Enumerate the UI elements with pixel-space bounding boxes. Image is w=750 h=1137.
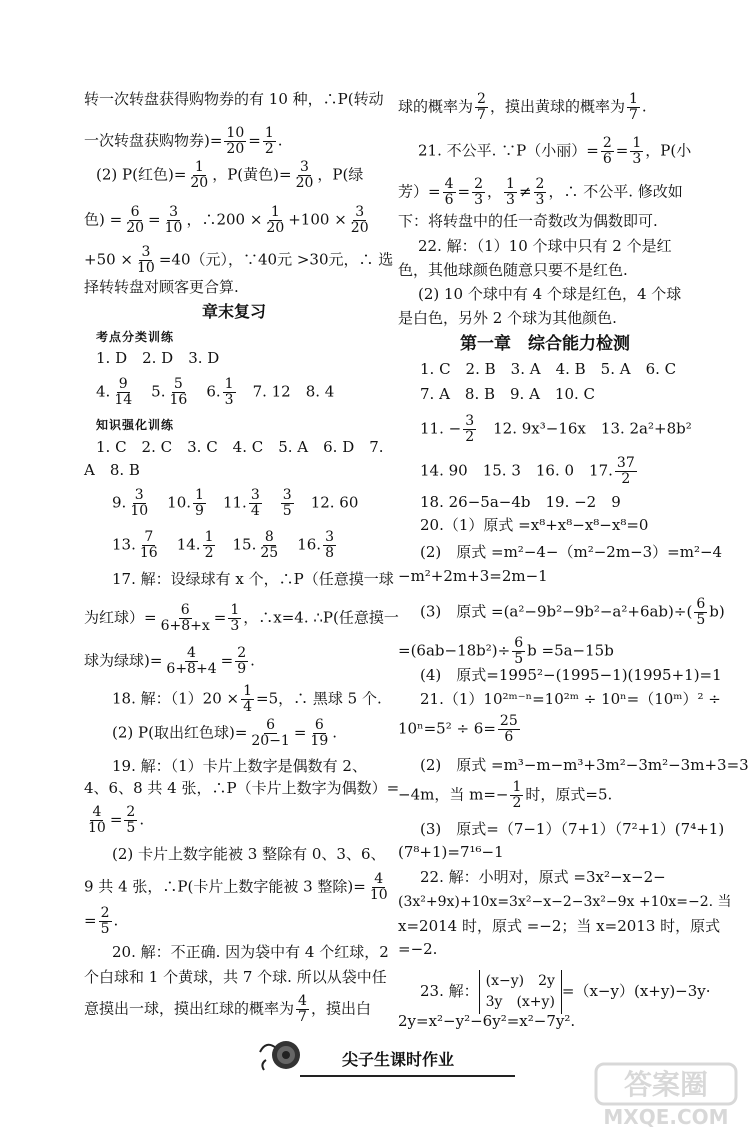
text-line: 22. 解：小明对，原式 =3x²−x−2− bbox=[420, 868, 666, 886]
text-line: 下：将转盘中的任一奇数改为偶数即可. bbox=[398, 212, 658, 230]
text-line: (3) 原式=（7−1）（7+1）（7²+1）(7⁴+1) bbox=[420, 820, 725, 838]
fraction: $\frac{2}{6}$ bbox=[602, 135, 612, 167]
text-line: 球为绿球)= $\frac{4}{6+8+4}$ = $\frac{2}{9}$ . bbox=[84, 645, 255, 677]
text-line: (7⁸+1)=7¹⁶−1 bbox=[398, 843, 504, 861]
fraction: $\frac{2}{5}$ bbox=[126, 804, 136, 836]
fraction: $\frac{4}{10}$ bbox=[88, 804, 106, 836]
text-line: 转一次转盘获得购物券的有 10 种，∴P(转动 bbox=[84, 90, 384, 108]
fraction: $\frac{9}{14}$ bbox=[114, 376, 133, 408]
fraction: $\frac{2}{3}$ bbox=[474, 176, 483, 208]
text-line: (2) 原式 =m²−4−（m²−2m−3）=m²−4 bbox=[420, 543, 723, 561]
text-line: (3x²+9x)+10x=3x²−x−2−3x²−9x +10x=−2. 当 bbox=[398, 894, 732, 910]
answer-line: 9. $\frac{3}{10}$ 10. $\frac{1}{9}$ 11. $\frac{3}{4}$ $\frac{3}{5}$ 12. 60 bbox=[112, 487, 359, 519]
subsection-title: 考点分类训练 bbox=[96, 330, 175, 344]
fraction: $\frac{4}{7}$ bbox=[298, 993, 307, 1025]
text-line: (2) 原式 =m³−m−m³+3m²−3m²−3m+3=3 bbox=[420, 756, 749, 774]
fraction: $\frac{1}{9}$ bbox=[195, 487, 204, 519]
fraction: $\frac{2}{3}$ bbox=[535, 176, 545, 208]
answer-line: 18. 26−5a−4b 19. −2 9 bbox=[420, 493, 621, 511]
text-line: 23. 解： (x−y) 2y 3y (x+y) =（x−y）(x+y)−3y· bbox=[420, 970, 711, 1014]
fraction: $\frac{4}{10}$ bbox=[369, 871, 388, 903]
chapter-title: 第一章 综合能力检测 bbox=[460, 334, 630, 354]
footer-title: 尖子生课时作业 bbox=[342, 1050, 455, 1069]
answer-line: 4. $\frac{9}{14}$ 5. $\frac{5}{16}$ 6. $\frac{1}{3}$ 7. 12 8. 4 bbox=[96, 376, 335, 408]
fraction: $\frac{6}{20-1}$ bbox=[251, 717, 290, 749]
watermark-logo-icon bbox=[592, 1060, 742, 1130]
text-line: 18. 解：（1）20 × $\frac{1}{4}$ =5，∴ 黑球 5 个. bbox=[112, 683, 382, 715]
fraction: $\frac{7}{16}$ bbox=[139, 529, 158, 561]
fraction: $\frac{3}{10}$ bbox=[137, 244, 155, 276]
answer-line: 7. A 8. B 9. A 10. C bbox=[420, 385, 596, 403]
fraction: $\frac{1}{3}$ bbox=[506, 176, 515, 208]
fraction: $\frac{4}{6+8+4}$ bbox=[166, 645, 217, 677]
answer-line: 1. D 2. D 3. D bbox=[96, 349, 220, 367]
text-line: 色) = $\frac{6}{20}$ = $\frac{3}{10}$ ，∴200 × $\frac{1}{20}$ +100 × $\frac{3}{20}$ bbox=[84, 204, 369, 236]
footer-ornament-icon bbox=[252, 1030, 312, 1080]
fraction: $\frac{2}{5}$ bbox=[100, 905, 110, 937]
text-line: =(6ab−18b²)÷ $\frac{6}{5}$ b =5a−15b bbox=[398, 635, 614, 667]
fraction: $\frac{3}{5}$ bbox=[282, 487, 292, 519]
svg-text:MXQE.COM: MXQE.COM bbox=[603, 1105, 729, 1129]
subsection-title: 知识强化训练 bbox=[96, 418, 175, 432]
fraction: $\frac{1}{3}$ bbox=[230, 602, 240, 634]
text-line: 19. 解：（1）卡片上数字是偶数有 2、 bbox=[112, 757, 367, 775]
footer-divider bbox=[300, 1075, 515, 1077]
text-line: 9 共 4 张，∴P(卡片上数字能被 3 整除)= $\frac{4}{10}$ bbox=[84, 871, 388, 903]
text-line: 21. 不公平. ∵P（小丽）= $\frac{2}{6}$ = $\frac{1}{3}$ ，P(小 bbox=[418, 135, 692, 167]
text-line: (2) 卡片上数字能被 3 整除有 0、3、6、 bbox=[112, 845, 386, 863]
fraction: $\frac{3}{10}$ bbox=[130, 487, 149, 519]
fraction: $\frac{4}{6}$ bbox=[444, 176, 454, 208]
fraction: $\frac{6}{20}$ bbox=[126, 204, 145, 236]
text-line: 色，其他球颜色随意只要不是红色. bbox=[398, 261, 628, 279]
text-line: 一次转盘获购物券)= $\frac{10}{20}$ = $\frac{1}{2}$ . bbox=[84, 125, 283, 157]
text-line: 球的概率为 $\frac{2}{7}$ ，摸出黄球的概率为 $\frac{1}{7}$ . bbox=[398, 91, 647, 123]
text-line: (2) P(红色)= $\frac{1}{20}$ ，P(黄色)= $\frac{3}{20}$ ，P(绿 bbox=[96, 159, 364, 191]
fraction: $\frac{1}{3}$ bbox=[632, 135, 642, 167]
text-line: 10ⁿ=5² ÷ 6= $\frac{25}{6}$ bbox=[398, 713, 518, 745]
text-line: (4) 原式=1995²−(1995−1)(1995+1)=1 bbox=[420, 666, 722, 684]
text-line: −m²+2m+3=2m−1 bbox=[398, 567, 548, 585]
answer-line: 1. C 2. C 3. C 4. C 5. A 6. D 7. bbox=[96, 438, 384, 456]
text-line: 20. 解：不正确. 因为袋中有 4 个红球，2 bbox=[112, 943, 389, 961]
text-line: x=2014 时，原式 =−2；当 x=2013 时，原式 bbox=[398, 917, 721, 935]
text-line: 20.（1）原式 =x⁸+x⁸−x⁸−x⁸=0 bbox=[420, 516, 649, 534]
text-line: 择转转盘对顾客更合算. bbox=[84, 278, 239, 296]
text-line: 个白球和 1 个黄球，共 7 个球. 所以从袋中任 bbox=[84, 968, 387, 986]
text-line: +50 × $\frac{3}{10}$ =40（元），∵40元 >30元，∴ 选 bbox=[84, 244, 394, 276]
fraction: $\frac{1}{4}$ bbox=[243, 683, 253, 715]
section-title: 章末复习 bbox=[202, 302, 267, 321]
fraction: $\frac{3}{8}$ bbox=[325, 529, 334, 561]
fraction: $\frac{6}{5}$ bbox=[696, 596, 706, 628]
svg-text:答案圈: 答案圈 bbox=[623, 1068, 709, 1101]
text-line: 2y=x²−y²−6y²=x²−7y². bbox=[398, 1012, 576, 1030]
fraction: $\frac{6}{5}$ bbox=[514, 635, 524, 667]
text-line: 为红球）= $\frac{6}{6+8+x}$ = $\frac{1}{3}$ ，∴x=4. ∴P(任意摸一 bbox=[84, 602, 399, 634]
answer-line: 1. C 2. B 3. A 4. B 5. A 6. C bbox=[420, 360, 677, 378]
fraction: $\frac{1}{20}$ bbox=[190, 159, 209, 191]
fraction: $\frac{5}{16}$ bbox=[169, 376, 188, 408]
determinant: (x−y) 2y 3y (x+y) bbox=[479, 970, 562, 1014]
text-line: (2) P(取出红色球)= $\frac{6}{20-1}$ = $\frac{6}{19}$ . bbox=[112, 717, 338, 749]
fraction: $\frac{1}{7}$ bbox=[628, 91, 638, 123]
fraction: $\frac{25}{6}$ bbox=[499, 713, 518, 745]
text-line: = $\frac{2}{5}$ . bbox=[84, 905, 119, 937]
fraction: $\frac{3}{10}$ bbox=[164, 204, 183, 236]
text-line: $\frac{4}{10}$ = $\frac{2}{5}$ . bbox=[88, 804, 145, 836]
text-line: 21.（1）10²ᵐ⁻ⁿ=10²ᵐ ÷ 10ⁿ=（10ᵐ）² ÷ bbox=[420, 690, 721, 708]
fraction: $\frac{6}{6+8+x}$ bbox=[160, 602, 210, 634]
fraction: $\frac{2}{7}$ bbox=[477, 91, 486, 123]
fraction: $\frac{3}{2}$ bbox=[465, 413, 475, 445]
text-line: 4、6、8 共 4 张，∴P（卡片上数字为偶数）= bbox=[84, 779, 400, 797]
fraction: $\frac{3}{20}$ bbox=[350, 204, 369, 236]
text-line: (2) 10 个球中有 4 个球是红色，4 个球 bbox=[418, 285, 682, 303]
text-line: =−2. bbox=[398, 940, 438, 958]
answer-line: 14. 90 15. 3 16. 0 17. $\frac{37}{2}$ bbox=[420, 455, 635, 487]
fraction: $\frac{1}{2}$ bbox=[264, 125, 274, 157]
fraction: $\frac{10}{20}$ bbox=[226, 125, 245, 157]
fraction: $\frac{3}{20}$ bbox=[295, 159, 314, 191]
fraction: $\frac{8}{25}$ bbox=[260, 529, 279, 561]
text-line: 芳）= $\frac{4}{6}$ = $\frac{2}{3}$ ， $\frac{1}{3}$ ≠ $\frac{2}{3}$ ，∴ 不公平. 修改如 bbox=[398, 176, 683, 208]
text-line: 17. 解：设绿球有 x 个，∴P（任意摸一球 bbox=[112, 570, 394, 588]
fraction: $\frac{1}{2}$ bbox=[512, 779, 522, 811]
answer-line: 13. $\frac{7}{16}$ 14. $\frac{1}{2}$ 15. $\frac{8}{25}$ 16. $\frac{3}{8}$ bbox=[112, 529, 334, 561]
answer-line: A 8. B bbox=[84, 461, 140, 479]
text-line: −4m，当 m=− $\frac{1}{2}$ 时，原式=5. bbox=[398, 779, 613, 811]
fraction: $\frac{6}{19}$ bbox=[310, 717, 329, 749]
text-line: (3) 原式 =(a²−9b²−9b²−a²+6ab)÷( $\frac{6}{5}$ b) bbox=[420, 596, 725, 628]
fraction: $\frac{1}{3}$ bbox=[224, 376, 234, 408]
fraction: $\frac{1}{2}$ bbox=[204, 529, 214, 561]
fraction: $\frac{3}{4}$ bbox=[250, 487, 260, 519]
fraction: $\frac{1}{20}$ bbox=[266, 204, 285, 236]
text-line: 22. 解：（1）10 个球中只有 2 个是红 bbox=[418, 237, 672, 255]
text-line: 是白色，另外 2 个球为其他颜色. bbox=[398, 309, 617, 327]
fraction: $\frac{2}{9}$ bbox=[237, 645, 247, 677]
answer-line: 11. − $\frac{3}{2}$ 12. 9x³−16x 13. 2a²+8b² bbox=[420, 413, 692, 445]
text-line: 意摸出一球，摸出红球的概率为 $\frac{4}{7}$ ，摸出白 bbox=[84, 993, 371, 1025]
fraction: $\frac{37}{2}$ bbox=[616, 455, 635, 487]
